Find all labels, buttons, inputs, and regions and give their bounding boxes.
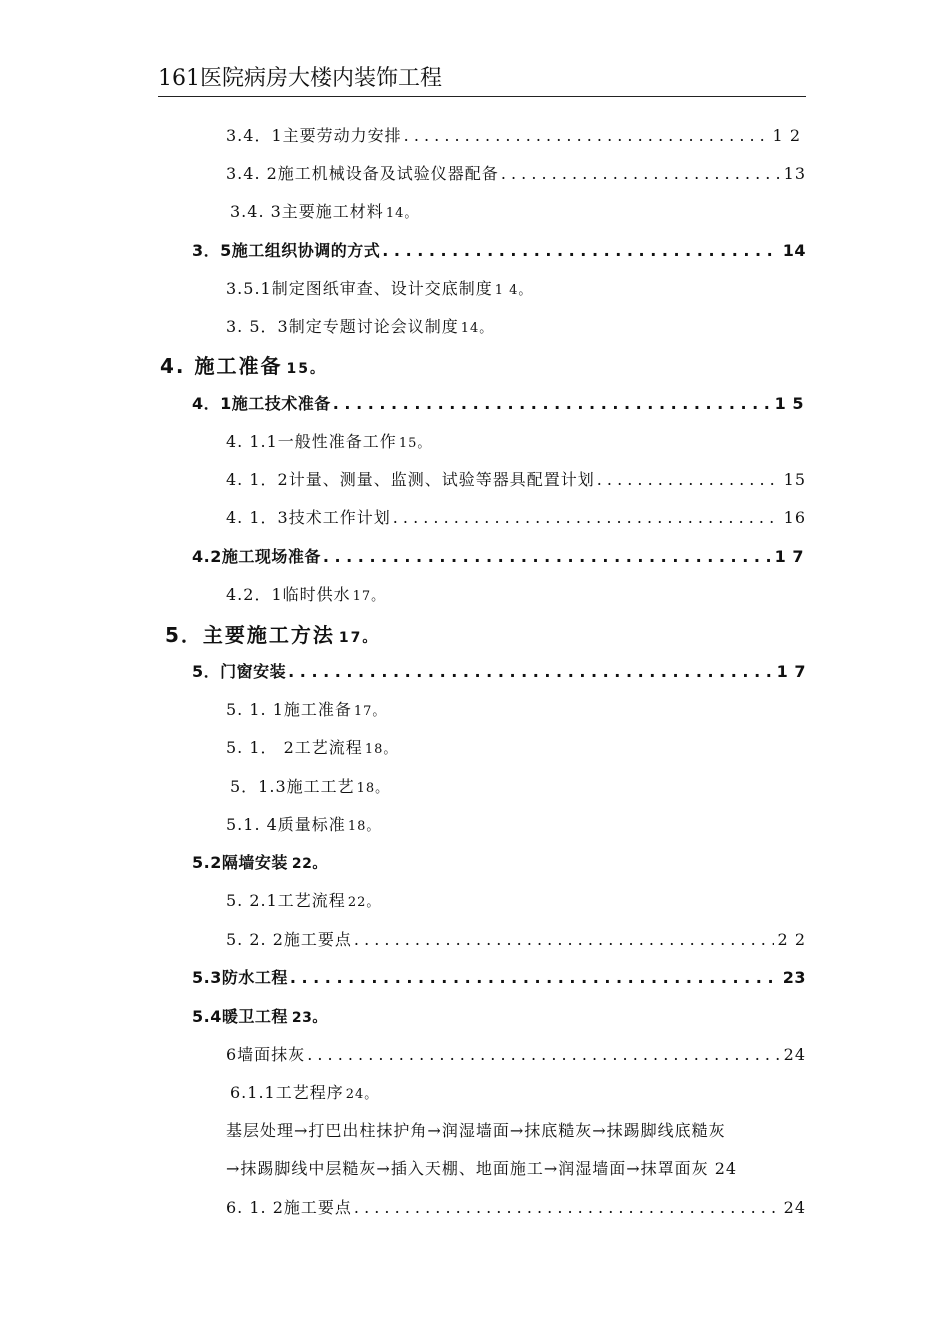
toc-leader [288,660,773,684]
toc-entry[interactable]: 5.1. 4质量标准 18。 [226,815,381,834]
toc-leader [382,239,778,263]
toc-entry[interactable]: 5. 1． 2工艺流程 18。 [226,738,398,757]
toc-entry[interactable]: 5. 2.1工艺流程 22。 [226,891,381,910]
toc-entry[interactable]: 3.5.1制定图纸审查、设计交底制度 1 4。 [226,279,533,298]
toc-leader [307,1043,779,1067]
toc-leader [323,545,771,569]
toc-entry[interactable]: 4. 1．2计量、测量、监测、试验等器具配置计划 . . . 15 [226,468,806,492]
toc-leader [354,1196,780,1220]
toc-leader [290,966,779,990]
page-header-title: 161医院病房大楼内装饰工程 [158,64,806,97]
toc-entry[interactable]: 3．5施工组织协调的方式 . . . 14 [192,239,806,263]
process-flow-line-1: 基层处理→打巴出柱抹护角→润湿墙面→抹底糙灰→抹踢脚线底糙灰 [226,1121,726,1140]
toc-entry[interactable]: 4．1施工技术准备 . . . 1 5 [192,392,804,416]
toc-entry[interactable]: 5．1.3施工工艺 18。 [230,777,390,796]
toc-entry[interactable]: 5．门窗安装 . . . 1 7 [192,660,806,684]
toc-entry[interactable]: 5.4暖卫工程 23。 [192,1007,327,1026]
toc-entry[interactable]: 4. 1.1一般性准备工作 15。 [226,432,432,451]
process-flow-line-2: →抹踢脚线中层糙灰→插入天棚、地面施工→润湿墙面→抹罩面灰 24 [226,1159,738,1178]
toc-entry[interactable]: 4.2．1临时供水 17。 [226,585,386,604]
toc-entry[interactable]: 6. 1. 2施工要点 . . . 24 [226,1196,806,1220]
toc-entry[interactable]: 5.3防水工程 . . . 23 [192,966,806,990]
toc-chapter[interactable]: 4. 施工准备 15。 [160,354,326,378]
toc-leader [597,468,780,492]
toc-leader [354,928,774,952]
toc-entry[interactable]: 3. 5．3制定专题讨论会议制度 14。 [226,317,494,336]
toc-entry[interactable]: 3.4．1主要劳动力安排 . . . 1 2 [226,124,801,148]
toc-entry[interactable]: 4.2施工现场准备 . . . 1 7 [192,545,804,569]
toc-entry[interactable]: 6.1.1工艺程序 24。 [230,1083,379,1102]
toc-entry[interactable]: 3.4. 3主要施工材料 14。 [230,202,419,221]
toc-entry[interactable]: 5. 2. 2施工要点 . . . 2 2 [226,928,806,952]
toc-leader [404,124,769,148]
toc-entry[interactable]: 5.2隔墙安装 22。 [192,853,327,872]
toc-leader [393,506,780,530]
toc-entry[interactable]: 3.4. 2施工机械设备及试验仪器配备 . . . 13 [226,162,806,186]
toc-entry[interactable]: 4. 1．3技术工作计划 . . . 16 [226,506,806,530]
toc-leader [501,162,780,186]
toc-leader [333,392,771,416]
toc-chapter[interactable]: 5．主要施工方法 17。 [165,623,379,647]
toc-entry[interactable]: 5. 1. 1施工准备 17。 [226,700,387,719]
toc-entry[interactable]: 6墙面抹灰 . . . 24 [226,1043,806,1067]
